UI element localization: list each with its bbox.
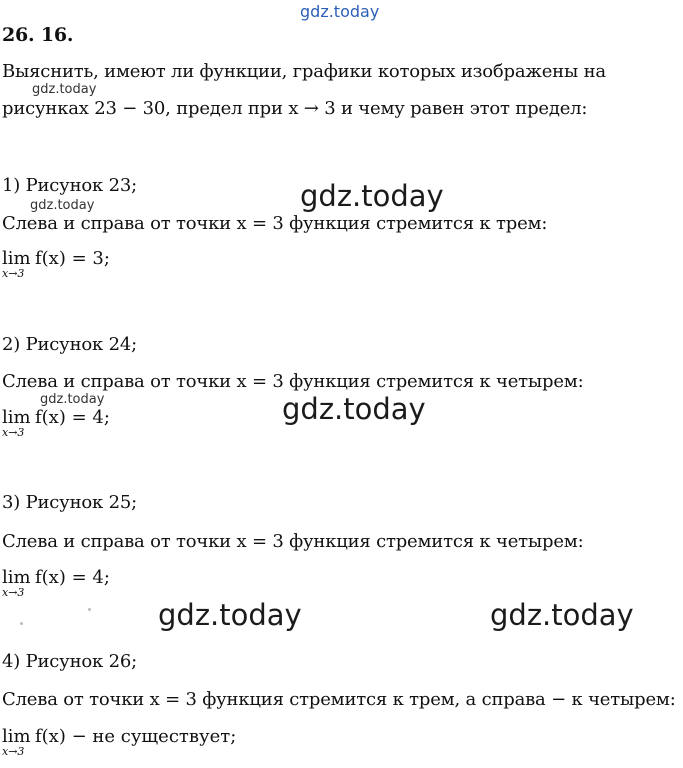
item-3-description: Слева и справа от точки x = 3 функция стремится к четырем:	[2, 531, 584, 552]
item-2-description: Слева и справа от точки x = 3 функция стремится к четырем:	[2, 371, 584, 392]
item-4-lim-sub: x→3	[2, 745, 25, 758]
watermark-small-1: gdz.today	[32, 82, 97, 97]
item-2-lim-sub: x→3	[2, 426, 25, 439]
item-3-lim-sub: x→3	[2, 586, 25, 599]
item-2-lim-expr: f(x) = 4;	[35, 407, 110, 428]
item-3-lim-expr: f(x) = 4;	[35, 567, 110, 588]
watermark-small-2: gdz.today	[30, 198, 95, 213]
item-3-heading: 3) Рисунок 25;	[2, 492, 137, 513]
item-1-lim-sub: x→3	[2, 267, 25, 280]
item-4-lim-word: lim	[2, 726, 31, 747]
watermark-large-3: gdz.today	[158, 598, 302, 632]
watermark-top: gdz.today	[300, 2, 380, 21]
watermark-large-1: gdz.today	[300, 179, 444, 213]
item-4-heading: 4) Рисунок 26;	[2, 651, 137, 672]
stray-dot-2	[88, 608, 91, 611]
watermark-large-2: gdz.today	[282, 392, 426, 426]
item-1-heading: 1) Рисунок 23;	[2, 175, 137, 196]
stray-dot-1	[20, 622, 23, 625]
item-1-description: Слева и справа от точки x = 3 функция стремится к трем:	[2, 213, 548, 234]
item-1-lim-word: lim	[2, 248, 31, 269]
item-4-lim-expr: f(x) − не существует;	[35, 726, 237, 747]
problem-statement-line-1: Выяснить, имеют ли функции, графики которых изображены на	[2, 61, 606, 82]
watermark-large-4: gdz.today	[490, 598, 634, 632]
item-1-lim-expr: f(x) = 3;	[35, 248, 110, 269]
item-2-lim-word: lim	[2, 407, 31, 428]
item-3-lim-word: lim	[2, 567, 31, 588]
problem-number: 26. 16.	[2, 24, 74, 46]
item-4-description: Слева от точки x = 3 функция стремится к трем, а справа − к четырем:	[2, 689, 676, 710]
problem-statement-line-2: рисунках 23 − 30, предел при x → 3 и чему равен этот предел:	[2, 98, 588, 119]
watermark-small-3: gdz.today	[40, 392, 105, 407]
item-2-heading: 2) Рисунок 24;	[2, 334, 137, 355]
